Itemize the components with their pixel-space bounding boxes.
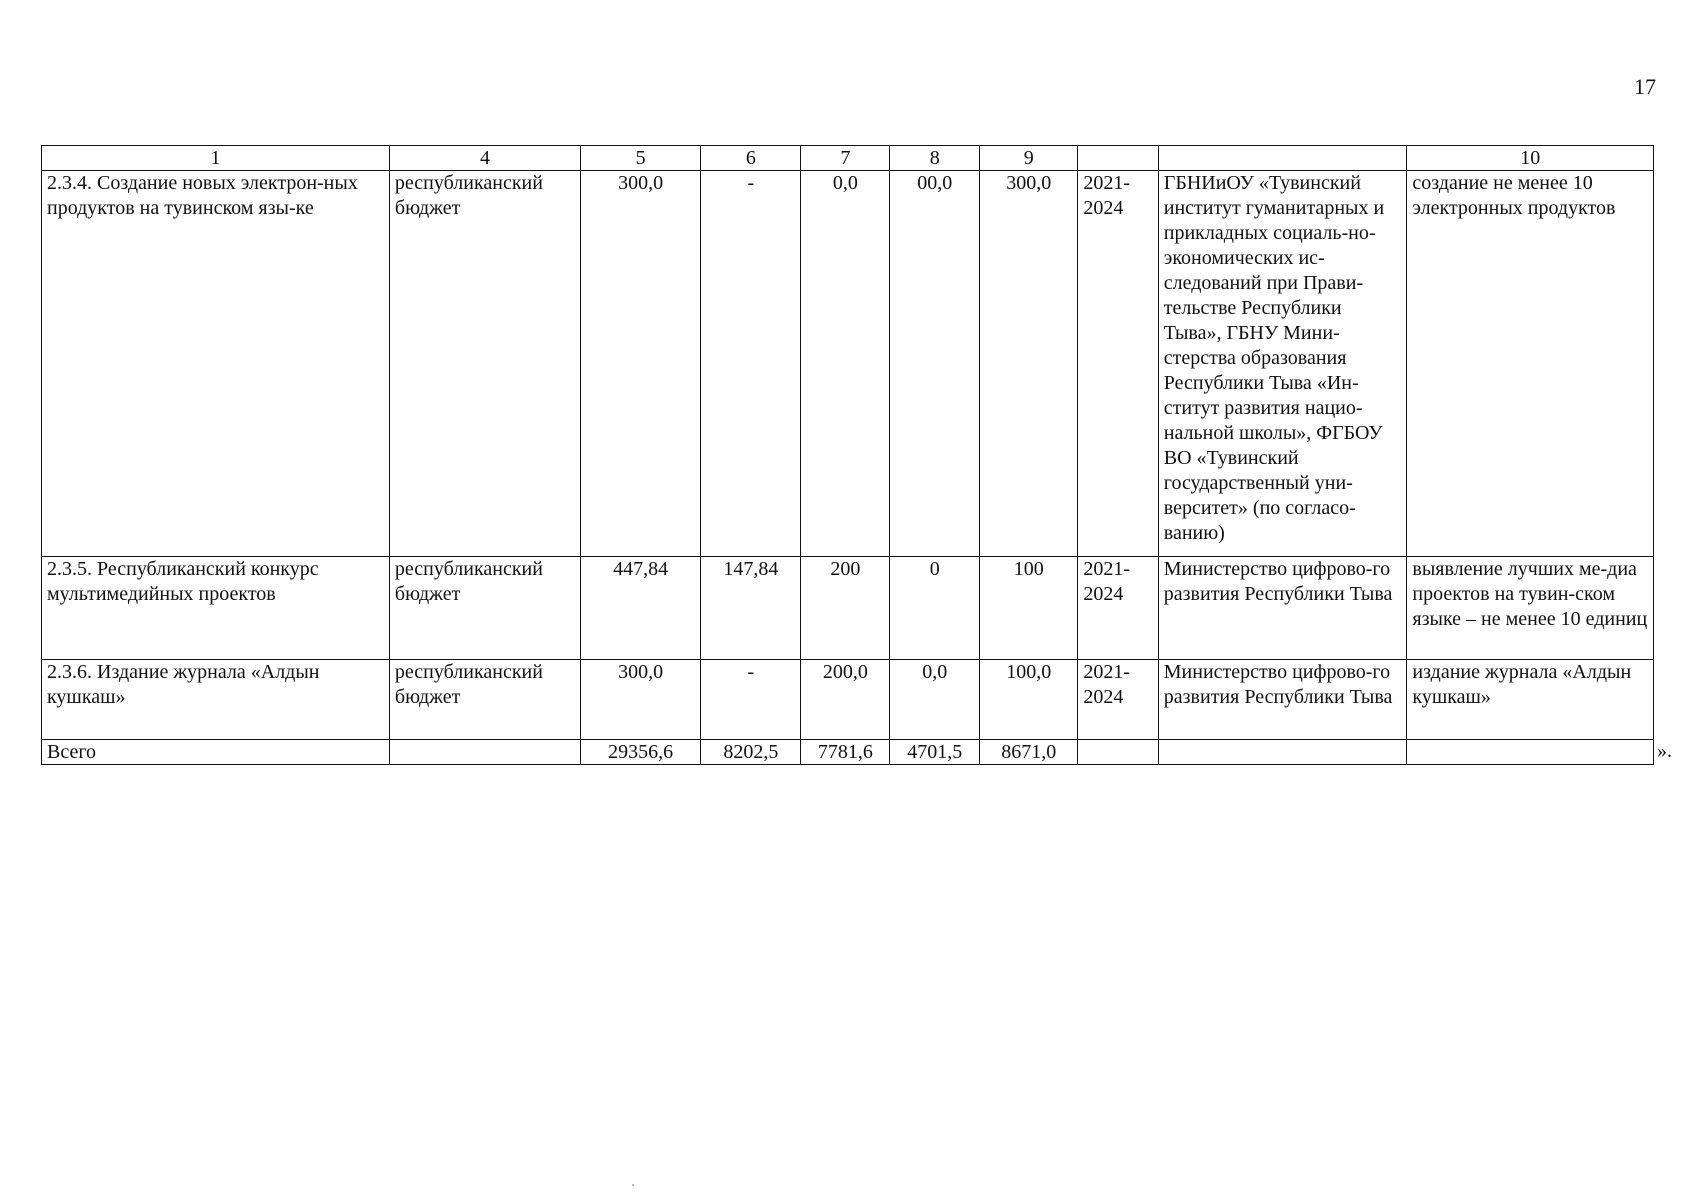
executor (1158, 740, 1407, 765)
total-row (42, 740, 1654, 765)
period: 2021-2024 (1078, 171, 1158, 557)
header-cell: 10 (1407, 146, 1654, 171)
header-cell: 9 (980, 146, 1078, 171)
table-row (42, 660, 1654, 740)
amount-col-9: 100,0 (980, 660, 1078, 740)
period (1078, 740, 1158, 765)
executor: ГБНИиОУ «Тувинский институт гуманитарных и прикладных социаль-но-экономических ис-следований при Прави-тельстве Республики Тыва», ГБНУ Мини-стерства образования Республики Тыва «Ин-ститут развития нацио-нальной школы», ФГБОУ ВО «Тувинский государственный уни-верситет» (по согласо-ванию) (1158, 171, 1407, 557)
amount-col-7: 0,0 (801, 171, 890, 557)
header-cell: 7 (801, 146, 890, 171)
total-col-8: 4701,5 (890, 740, 980, 765)
funding-source (389, 740, 580, 765)
header-cell: 4 (389, 146, 580, 171)
executor: Министерство цифрово-го развития Республики Тыва (1158, 557, 1407, 660)
header-cell: 8 (890, 146, 980, 171)
funding-source: республиканский бюджет (389, 171, 580, 557)
total-col-9: 8671,0 (980, 740, 1078, 765)
amount-col-5: 447,84 (581, 557, 701, 660)
amount-col-7: 200 (801, 557, 890, 660)
executor: Министерство цифрово-го развития Республики Тыва (1158, 660, 1407, 740)
expected-result: выявление лучших ме-диа проектов на тувин-ском языке – не менее 10 единиц (1407, 557, 1654, 660)
amount-col-7: 200,0 (801, 660, 890, 740)
funding-source: республиканский бюджет (389, 660, 580, 740)
header-cell: 1 (42, 146, 390, 171)
budget-table (41, 145, 1654, 765)
table-row (42, 171, 1654, 557)
page-number: 17 (1634, 74, 1656, 99)
period: 2021-2024 (1078, 557, 1158, 660)
expected-result: создание не менее 10 электронных продуктов (1407, 171, 1654, 557)
total-col-6: 8202,5 (701, 740, 801, 765)
amount-col-5: 300,0 (581, 660, 701, 740)
amount-col-8: 0 (890, 557, 980, 660)
header-cell: 5 (581, 146, 701, 171)
scan-speck (632, 1184, 634, 1186)
funding-source: республиканский бюджет (389, 557, 580, 660)
amount-col-5: 300,0 (581, 171, 701, 557)
period: 2021-2024 (1078, 660, 1158, 740)
total-col-5: 29356,6 (581, 740, 701, 765)
activity-name: 2.3.6. Издание журнала «Алдын кушкаш» (42, 660, 390, 740)
header-row (42, 146, 1654, 171)
header-cell: 6 (701, 146, 801, 171)
amount-col-8: 00,0 (890, 171, 980, 557)
amount-col-6: - (701, 171, 801, 557)
header-cell (1078, 146, 1158, 171)
activity-name: 2.3.5. Республиканский конкурс мультимедийных проектов (42, 557, 390, 660)
amount-col-8: 0,0 (890, 660, 980, 740)
amount-col-9: 300,0 (980, 171, 1078, 557)
total-col-7: 7781,6 (801, 740, 890, 765)
expected-result (1407, 740, 1654, 765)
table-row (42, 557, 1654, 660)
total-label: Всего (42, 740, 390, 765)
activity-name: 2.3.4. Создание новых электрон-ных продуктов на тувинском язы-ке (42, 171, 390, 557)
expected-result: издание журнала «Алдын кушкаш» (1407, 660, 1654, 740)
amount-col-6: 147,84 (701, 557, 801, 660)
header-cell (1158, 146, 1407, 171)
amount-col-6: - (701, 660, 801, 740)
amount-col-9: 100 (980, 557, 1078, 660)
closing-quote-mark: ». (1657, 740, 1672, 762)
